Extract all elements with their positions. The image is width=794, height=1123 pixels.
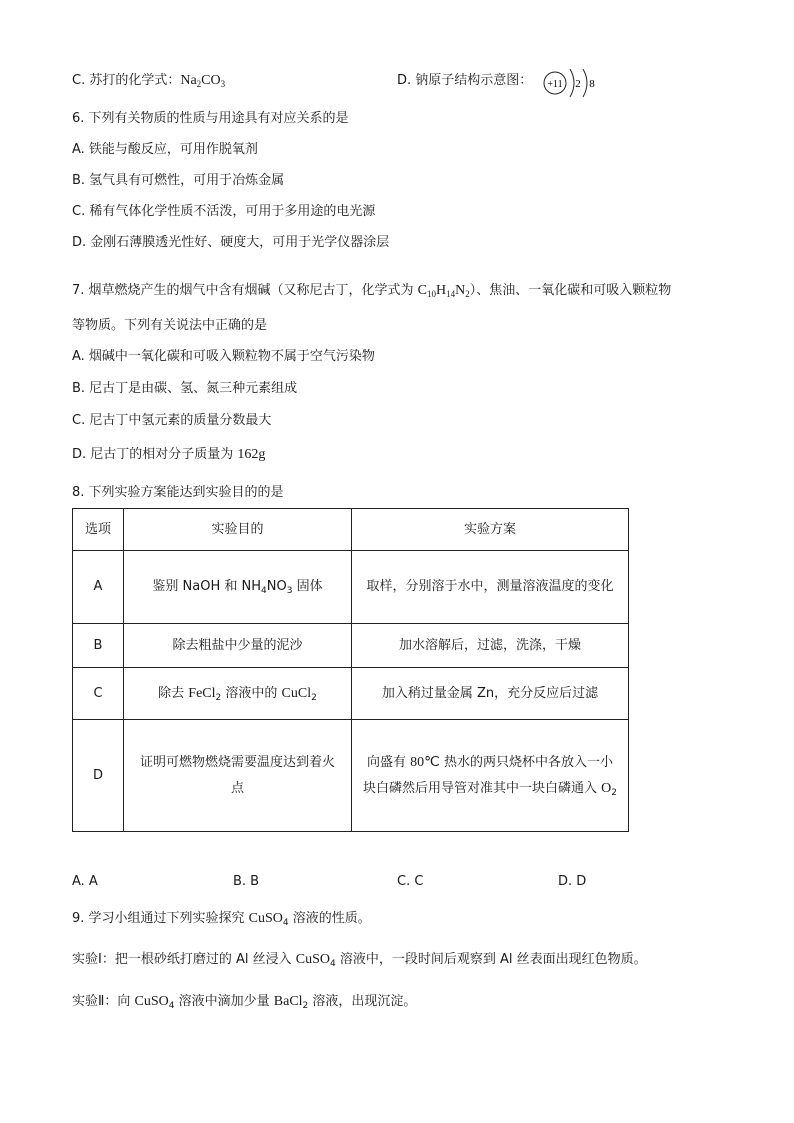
table-row	[73, 668, 629, 720]
q7-option-d-value: 162g	[237, 447, 266, 462]
q7-option-b: B. 尼古丁是由碳、氢、氮三种元素组成	[72, 381, 298, 396]
formula-na2co3	[180, 73, 225, 88]
shell-arc-1	[570, 69, 574, 97]
q6-option-b: B. 氢气具有可燃性，可用于冶炼金属	[72, 173, 285, 188]
formula-part: CO	[201, 73, 221, 88]
formula-sub: 14	[446, 289, 456, 299]
formula-part: Na	[180, 73, 197, 88]
formula-sub: 2	[311, 692, 317, 703]
formula-nicotine	[418, 283, 470, 298]
q7-option-d-text: D. 尼古丁的相对分子质量为	[72, 447, 238, 462]
shell-1-electrons: 2	[575, 78, 581, 90]
formula-part: C	[417, 283, 428, 298]
formula-part: CuSO	[248, 911, 283, 926]
q7-stem-line2: 等物质。下列有关说法中正确的是	[72, 318, 268, 333]
q5-option-c	[72, 72, 225, 90]
formula-part: CuSO	[295, 952, 330, 967]
q9-exp1-text: 实验Ⅰ：把一根砂纸打磨过的 Al 丝浸入	[72, 952, 296, 967]
row-d-purpose: 证明可燃物燃烧需要温度达到着火点	[124, 720, 352, 832]
q5-option-d: D. 钠原子结构示意图：	[397, 73, 533, 88]
q8-answer-d: D. D	[558, 874, 587, 889]
table-header-row	[73, 509, 629, 551]
q9-stem-text: 溶液的性质。	[288, 911, 371, 926]
formula-sub: 4	[168, 1001, 175, 1011]
formula-sub: 4	[329, 959, 336, 969]
formula-sub: 4	[261, 586, 267, 596]
q9-experiment-1	[72, 951, 647, 969]
q5-option-c-label: C. 苏打的化学式：	[72, 73, 181, 88]
q8-experiment-table	[72, 508, 629, 832]
shell-2-electrons: 8	[589, 78, 595, 90]
row-a-option: A	[73, 551, 124, 624]
formula-sub: 2	[196, 79, 202, 89]
sodium-atom-structure-diagram	[542, 65, 602, 101]
q9-exp2-text: 实验Ⅱ：向	[72, 994, 135, 1009]
header-plan: 实验方案	[352, 509, 629, 551]
header-purpose: 实验目的	[124, 509, 352, 551]
q9-experiment-2	[72, 993, 416, 1011]
row-d-plan	[352, 720, 629, 832]
q7-option-c: C. 尼古丁中氢元素的质量分数最大	[72, 413, 272, 428]
cell-text: 鉴别 NaOH 和 NH	[152, 579, 262, 594]
q8-answer-a: A. A	[72, 874, 98, 889]
formula-part: CuCl	[281, 685, 312, 701]
q7-stem-text: 7. 烟草燃烧产生的烟气中含有烟碱（又称尼古丁，化学式为	[72, 283, 418, 298]
row-c-plan: 加入稍过量金属 Zn，充分反应后过滤	[352, 668, 629, 720]
table-row	[73, 551, 629, 624]
q9-exp2-text: 溶液，出现沉淀。	[308, 994, 417, 1009]
formula-sub: 3	[220, 79, 226, 89]
row-b-plan: 加水溶解后，过滤，洗涤，干燥	[352, 624, 629, 668]
cell-text: 向盛有	[366, 754, 411, 770]
row-b-purpose: 除去粗盐中少量的泥沙	[124, 624, 352, 668]
row-a-purpose	[124, 551, 352, 624]
q7-option-a: A. 烟碱中一氧化碳和可吸入颗粒物不属于空气污染物	[72, 349, 375, 364]
q7-stem-text: ）、焦油、一氧化碳和可吸入颗粒物	[469, 283, 672, 298]
formula-part: BaCl	[273, 994, 303, 1009]
formula-sub: 2	[215, 692, 222, 703]
q7-option-d	[72, 446, 265, 464]
temperature-value: 80℃	[410, 754, 440, 770]
formula-part: H	[436, 283, 447, 298]
q8-answer-c: C. C	[397, 874, 424, 889]
q7-stem	[72, 282, 671, 300]
nucleus-charge: +11	[547, 79, 563, 90]
cell-text: 固体	[292, 579, 323, 594]
q9-exp2-text: 溶液中滴加少量	[174, 994, 274, 1009]
formula-sub: 3	[286, 586, 293, 596]
formula-sub: 2	[611, 787, 617, 798]
row-a-plan: 取样，分别溶于水中，测量溶液温度的变化	[352, 551, 629, 624]
q9-stem	[72, 910, 371, 928]
formula-sub: 2	[302, 1001, 309, 1011]
formula-part: FeCl	[188, 685, 216, 701]
row-d-option: D	[73, 720, 124, 832]
shell-arc-2	[583, 69, 587, 97]
row-c-option: C	[73, 668, 124, 720]
q9-stem-text: 9. 学习小组通过下列实验探究	[72, 911, 249, 926]
formula-part: N	[455, 283, 466, 298]
row-b-option: B	[73, 624, 124, 668]
cell-text: 除去	[158, 685, 189, 701]
cell-text: 溶液中的	[221, 685, 282, 701]
q6-option-d: D. 金刚石薄膜透光性好、硬度大，可用于光学仪器涂层	[72, 235, 390, 250]
formula-sub: 4	[282, 918, 289, 928]
q6-option-a: A. 铁能与酸反应，可用作脱氧剂	[72, 142, 258, 157]
cell-text: 热水的两只烧杯中各放入一小块白磷然后用导管对准其中一块白磷通入	[363, 754, 613, 796]
formula-sub: 2	[465, 289, 470, 299]
q8-stem: 8. 下列实验方案能达到实验目的的是	[72, 485, 284, 500]
header-option: 选项	[73, 509, 124, 551]
q6-stem: 6. 下列有关物质的性质与用途具有对应关系的是	[72, 111, 349, 126]
cell-text: NO	[266, 579, 287, 594]
formula-part: CuSO	[134, 994, 169, 1009]
q8-answer-b: B. B	[233, 874, 260, 889]
q9-exp1-text: 溶液中，一段时间后观察到 Al 丝表面出现红色物质。	[335, 952, 647, 967]
row-c-purpose	[124, 668, 352, 720]
q6-option-c: C. 稀有气体化学性质不活泼，可用于多用途的电光源	[72, 204, 376, 219]
formula-sub: 10	[427, 289, 437, 299]
table-row	[73, 720, 629, 832]
table-row	[73, 624, 629, 668]
formula-part: O	[601, 780, 612, 796]
